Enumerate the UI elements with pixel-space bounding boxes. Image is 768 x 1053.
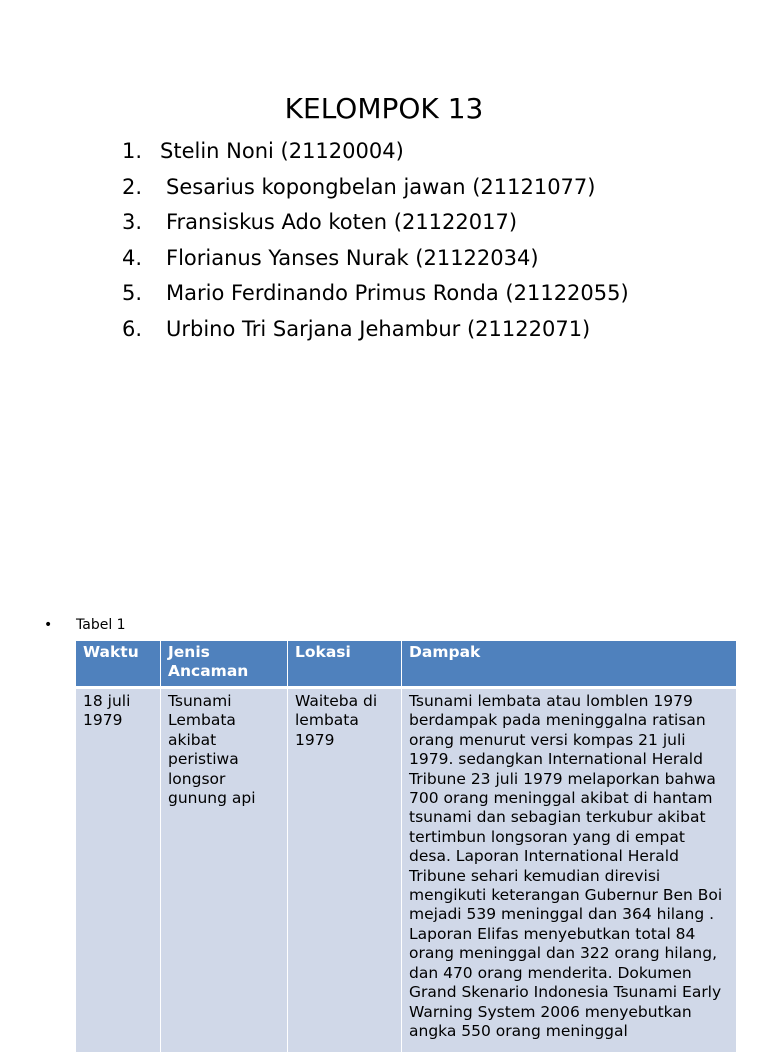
member-number: 3. — [122, 210, 143, 235]
member-list — [122, 134, 629, 348]
member-number: 6. — [122, 316, 143, 341]
cell-lokasi: Waiteba di lembata 1979 — [288, 688, 402, 1053]
member-name: Fransiskus Ado koten (21122017) — [166, 210, 518, 235]
table-caption — [44, 615, 126, 635]
cell-dampak: Tsunami lembata atau lomblen 1979 berdampak pada meninggalna ratisan orang menurut versi kompas 21 juli 1979. sedangkan International Herald Tribune 23 juli 1979 melaporkan bahwa 700 orang meninggal akibat di hantam tsunami dan sebagian terkubur akibat tertimbun longsoran yang di empat desa. Laporan International Herald Tribune sehari kemudian direvisi mengikuti keterangan Gubernur Ben Boi mejadi 539 meninggal dan 364 hilang . Laporan Elifas menyebutkan total 84 orang meninggal dan 322 orang hilang, dan 470 orang menderita. Dokumen Grand Skenario Indonesia Tsunami Early Warning System 2006 menyebutkan angka 550 orang meninggal — [402, 688, 737, 1053]
slide-title: KELOMPOK 13 — [284, 92, 484, 125]
member-number: 2. — [122, 174, 143, 199]
table-header-row — [76, 641, 737, 688]
column-header-dampak: Dampak — [402, 641, 737, 688]
member-number: 5. — [122, 281, 143, 306]
column-header-waktu: Waktu — [76, 641, 161, 688]
member-name: Sesarius kopongbelan jawan (21121077) — [166, 174, 596, 199]
column-header-jenis-ancaman: Jenis Ancaman — [161, 641, 288, 688]
member-number: 4. — [122, 245, 143, 270]
table-row — [76, 688, 737, 1053]
member-name: Florianus Yanses Nurak (21122034) — [166, 245, 539, 270]
member-item — [122, 241, 629, 277]
member-name: Urbino Tri Sarjana Jehambur (21122071) — [166, 316, 591, 341]
member-item — [122, 205, 629, 241]
member-number: 1. — [122, 139, 143, 163]
bullet-icon: • — [44, 617, 53, 633]
cell-jenis-ancaman: Tsunami Lembata akibat peristiwa longsor gunung api — [161, 688, 288, 1053]
member-item — [122, 276, 629, 312]
member-item — [122, 134, 629, 170]
member-item — [122, 170, 629, 206]
member-name: Mario Ferdinando Primus Ronda (21122055) — [166, 281, 629, 306]
cell-waktu: 18 juli 1979 — [76, 688, 161, 1053]
member-name: Stelin Noni (21120004) — [160, 139, 404, 163]
disaster-table — [75, 640, 737, 1053]
column-header-lokasi: Lokasi — [288, 641, 402, 688]
table-caption-text: Tabel 1 — [76, 617, 126, 633]
member-item — [122, 312, 629, 348]
